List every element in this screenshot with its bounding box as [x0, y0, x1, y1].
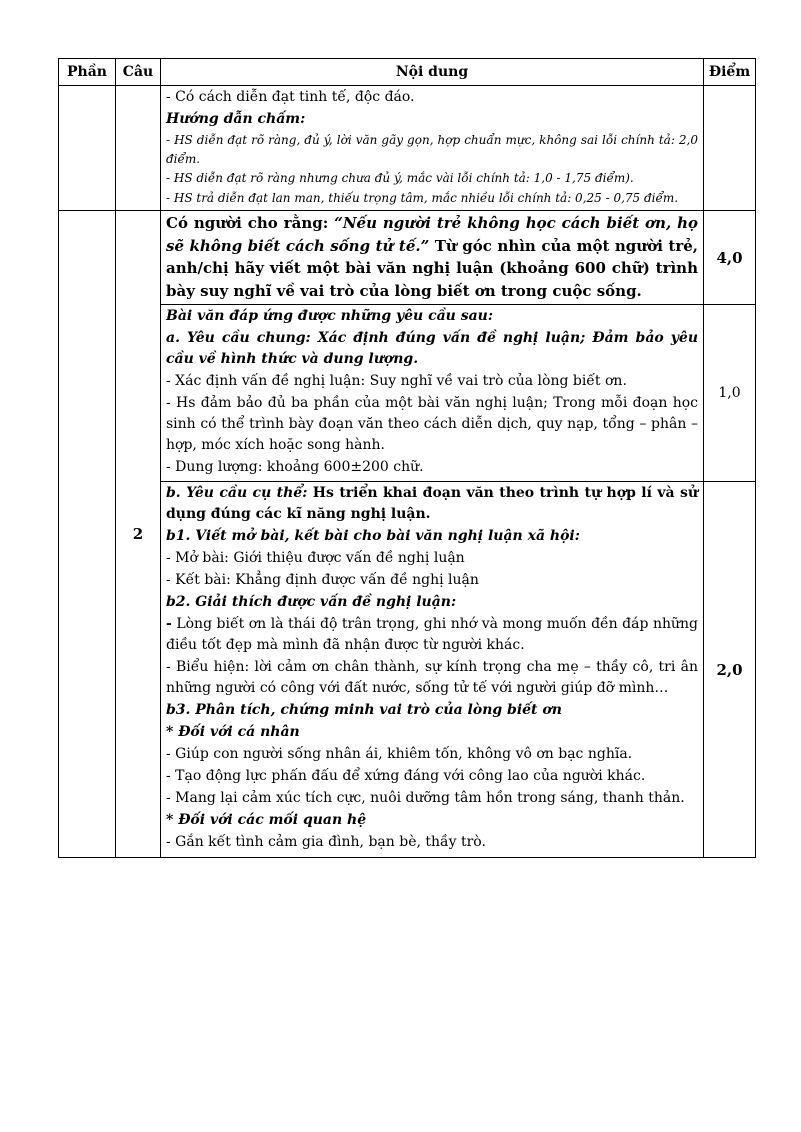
question-prompt: Từ góc nhìn của một người trẻ, anh/chị hãy viết một bài văn nghị luận (khoảng 600 chữ) trình bày suy nghĩ về vai trò của lòng biết ơn trong cuộc sống.	[166, 236, 698, 300]
requirement-intro: Bài văn đáp ứng được những yêu cầu sau:	[166, 308, 494, 324]
requirement-b-score: 2,0	[704, 482, 756, 858]
guide-line: - HS diễn đạt rõ ràng nhưng chưa đủ ý, mắc vài lỗi chính tả: 1,0 - 1,75 điểm).	[166, 171, 634, 185]
content-line	[166, 614, 698, 656]
requirement-b-row	[59, 482, 756, 858]
requirement-a-content	[161, 305, 704, 482]
requirement-b-title	[166, 483, 698, 525]
section-b3-title: b3. Phân tích, chứng minh vai trò của lòng biết ơn	[166, 702, 562, 718]
question-score: 4,0	[704, 211, 756, 305]
cau-cell	[116, 86, 161, 211]
requirement-b-content	[161, 482, 704, 858]
header-noi-dung: Nội dung	[161, 59, 704, 86]
header-diem: Điểm	[704, 59, 756, 86]
table-row	[59, 86, 756, 211]
requirement-line: - Hs đảm bảo đủ ba phần của một bài văn nghị luận; Trong mỗi đoạn học sinh có thể trình bày đoạn văn theo cách diễn dịch, quy nạp, tổng – phân – hợp, móc xích hoặc song hành.	[166, 395, 698, 453]
question-row	[59, 211, 756, 305]
definition-text: Lòng biết ơn là thái độ trân trọng, ghi nhớ và mong muốn đền đáp những điều tốt đẹp mà mình đã nhận được từ người khác.	[166, 616, 698, 653]
question-number: 2	[116, 211, 161, 858]
score-cell	[704, 86, 756, 211]
guide-title: Hướng dẫn chấm:	[166, 111, 306, 127]
subsection-title: * Đối với cá nhân	[166, 724, 300, 740]
content-cell	[161, 86, 704, 211]
grading-table	[58, 58, 756, 858]
content-line: - Tạo động lực phấn đấu để xứng đáng với công lao của người khác.	[166, 768, 646, 784]
guide-line: - HS trả diễn đạt lan man, thiếu trọng tâm, mắc nhiều lỗi chính tả: 0,25 - 0,75 điểm.	[166, 190, 679, 205]
criteria-line: - Có cách diễn đạt tinh tế, độc đáo.	[166, 89, 415, 105]
content-line: - Giúp con người sống nhân ái, khiêm tốn, không vô ơn bạc nghĩa.	[166, 746, 633, 762]
content-line: - Mang lại cảm xúc tích cực, nuôi dưỡng tâm hồn trong sáng, thanh thản.	[166, 790, 685, 806]
subsection-title: * Đối với các mối quan hệ	[166, 812, 367, 828]
header-cau: Câu	[116, 59, 161, 86]
guide-line: - HS diễn đạt rõ ràng, đủ ý, lời văn gãy gọn, hợp chuẩn mực, không sai lỗi chính tả: 2,0 điểm.	[166, 133, 698, 166]
requirement-b-label: b. Yêu cầu cụ thể:	[166, 485, 308, 501]
requirement-line: - Dung lượng: khoảng 600±200 chữ.	[166, 459, 424, 475]
bold-dash: -	[166, 616, 172, 632]
question-quote: “Nếu người trẻ không học cách biết ơn, họ sẽ không biết cách sống tử tế.”	[166, 214, 699, 255]
content-line: - Gắn kết tình cảm gia đình, bạn bè, thầy trò.	[166, 834, 486, 850]
phan-cell	[59, 211, 116, 858]
requirement-b-text: Hs triển khai đoạn văn theo trình tự hợp lí và sử dụng đúng các kĩ năng nghị luận.	[166, 485, 698, 522]
table-header-row	[59, 59, 756, 86]
requirement-a-row	[59, 305, 756, 482]
requirement-a-title: a. Yêu cầu chung: Xác định đúng vấn đề nghị luận; Đảm bảo yêu cầu về hình thức và dung lượng.	[166, 330, 698, 367]
question-text	[161, 211, 704, 305]
requirement-a-score: 1,0	[704, 305, 756, 482]
content-line: - Mở bài: Giới thiệu được vấn đề nghị luận	[166, 550, 465, 566]
header-phan: Phần	[59, 59, 116, 86]
content-line: - Kết bài: Khẳng định được vấn đề nghị luận	[166, 572, 479, 588]
content-line: - Biểu hiện: lời cảm ơn chân thành, sự kính trọng cha mẹ – thầy cô, tri ân những người có công với đất nước, sống tử tế với người giúp đỡ mình…	[166, 659, 698, 696]
section-b2-title: b2. Giải thích được vấn đề nghị luận:	[166, 594, 457, 610]
section-b1-title: b1. Viết mở bài, kết bài cho bài văn nghị luận xã hội:	[166, 528, 580, 544]
phan-cell	[59, 86, 116, 211]
question-intro: Có người cho rằng:	[166, 214, 335, 232]
requirement-line: - Xác định vấn đề nghị luận: Suy nghĩ về vai trò của lòng biết ơn.	[166, 373, 627, 389]
